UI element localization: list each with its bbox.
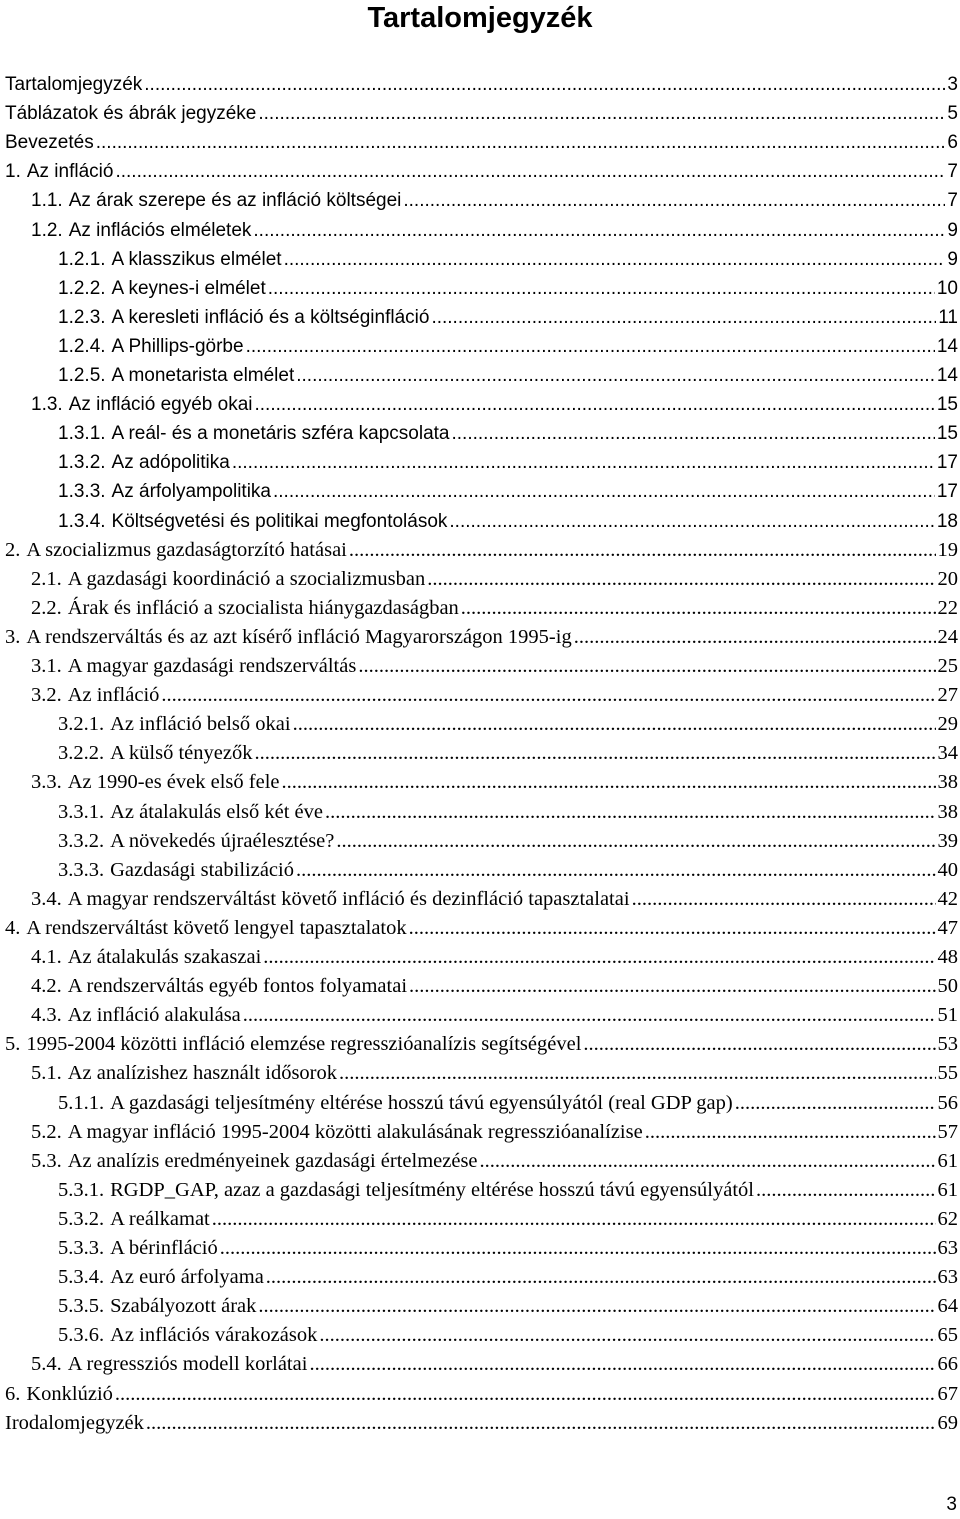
- toc-entry[interactable]: [0, 274, 958, 303]
- toc-entry-title: Gazdasági stabilizáció: [110, 858, 294, 881]
- toc-entry-title: A szocializmus gazdaságtorzító hatásai: [26, 538, 347, 561]
- toc-entry-title: Az euró árfolyama: [110, 1266, 264, 1289]
- toc-entry-page: 51: [937, 1004, 958, 1027]
- toc-entry[interactable]: [0, 361, 958, 390]
- toc-entry-page: 29: [937, 713, 958, 736]
- toc-entry-title: A monetarista elmélet: [111, 365, 295, 386]
- toc-entry-page: 14: [936, 365, 958, 386]
- toc-entry-page: 22: [937, 596, 958, 619]
- toc-entry-number: 3.2.: [31, 684, 62, 707]
- toc-entry[interactable]: [0, 972, 958, 1001]
- toc-entry-number: 4.: [5, 916, 21, 939]
- toc-dot-leader: [461, 594, 936, 623]
- toc-entry-page: 47: [937, 916, 958, 939]
- toc-entry-number: 5.3.5.: [58, 1295, 105, 1318]
- toc-entry[interactable]: [0, 681, 958, 710]
- toc-entry[interactable]: [0, 216, 958, 245]
- toc-entry-page: 53: [937, 1033, 958, 1056]
- toc-entry[interactable]: [0, 186, 958, 215]
- toc-entry-number: 3.3.3.: [58, 858, 105, 881]
- toc-entry-number: 1.3.1.: [58, 423, 106, 445]
- page-title: Tartalomjegyzék: [367, 2, 593, 34]
- toc-entry[interactable]: [0, 70, 958, 99]
- toc-dot-leader: [319, 1321, 935, 1350]
- toc-dot-leader: [358, 652, 935, 681]
- toc-entry-number: 5.1.: [31, 1062, 62, 1085]
- toc-entry-page: 63: [937, 1266, 958, 1289]
- toc-entry-title: Az átalakulás első két éve: [110, 800, 324, 823]
- toc-entry-page: 3: [947, 74, 958, 95]
- toc-dot-leader: [263, 943, 935, 972]
- toc-entry[interactable]: [0, 798, 958, 827]
- toc-entry[interactable]: [0, 332, 958, 361]
- toc-entry-page: 24: [937, 625, 958, 648]
- toc-dot-leader: [293, 710, 936, 739]
- toc-entry-title: Árak és infláció a szocialista hiánygazdaságban: [67, 596, 459, 619]
- toc-entry[interactable]: [0, 419, 958, 448]
- toc-dot-leader: [583, 1030, 935, 1059]
- toc-entry-number: 4.1.: [31, 946, 62, 968]
- toc-entry-title: A gazdasági koordináció a szocializmusban: [67, 567, 426, 590]
- toc-entry-page: 11: [938, 306, 958, 328]
- toc-entry-title: A rendszerváltás egyéb fontos folyamatai: [67, 975, 408, 998]
- toc-dot-leader: [212, 1205, 936, 1234]
- toc-entry-page: 7: [947, 161, 958, 183]
- toc-entry-page: 55: [937, 1062, 958, 1085]
- toc-dot-leader: [246, 332, 935, 361]
- toc-entry-page: 20: [937, 567, 958, 590]
- toc-entry-title: Bevezetés: [5, 132, 94, 154]
- toc-entry-number: 5.1.1.: [58, 1091, 105, 1114]
- toc-entry-number: 1.3.: [31, 394, 63, 416]
- toc-entry[interactable]: [0, 885, 958, 914]
- toc-entry-number: 1.3.4.: [58, 510, 106, 532]
- toc-dot-leader: [296, 361, 935, 390]
- toc-entry[interactable]: [0, 652, 958, 681]
- toc-entry[interactable]: [0, 739, 958, 768]
- toc-dot-leader: [266, 1263, 936, 1292]
- toc-dot-leader: [146, 1409, 936, 1438]
- toc-entry[interactable]: [0, 507, 958, 536]
- toc-entry-number: 1.2.3.: [58, 306, 106, 328]
- toc-entry-number: 3.1.: [31, 655, 62, 677]
- toc-entry[interactable]: [0, 477, 958, 506]
- toc-dot-leader: [254, 739, 935, 768]
- toc-dot-leader: [431, 303, 936, 332]
- toc-entry[interactable]: [0, 390, 958, 419]
- toc-entry-title: Az átalakulás szakaszai: [67, 946, 262, 968]
- toc-dot-leader: [336, 827, 935, 856]
- toc-entry-number: 1.2.4.: [58, 335, 106, 357]
- toc-entry-page: 56: [937, 1091, 958, 1114]
- toc-entry-title: A rendszerváltást követő lengyel tapasztalatok: [26, 916, 407, 939]
- toc-dot-leader: [253, 216, 945, 245]
- toc-dot-leader: [339, 1059, 935, 1088]
- toc-entry-number: 5.3.2.: [58, 1207, 105, 1230]
- toc-entry[interactable]: [0, 1089, 958, 1118]
- toc-dot-leader: [449, 507, 934, 536]
- toc-entry-page: 14: [936, 335, 958, 357]
- toc-entry-number: 1.: [5, 161, 21, 183]
- toc-dot-leader: [296, 856, 936, 885]
- toc-entry-number: 5.3.4.: [58, 1266, 105, 1289]
- toc-entry[interactable]: [0, 623, 958, 652]
- toc-dot-leader: [273, 477, 935, 506]
- toc-entry-page: 19: [937, 538, 958, 561]
- toc-entry[interactable]: [0, 914, 958, 943]
- toc-entry-title: A magyar infláció 1995-2004 közötti alakulásának regresszióanalízise: [67, 1120, 643, 1143]
- toc-entry[interactable]: [0, 1001, 958, 1030]
- toc-entry-title: A rendszerváltás és az azt kísérő infláció Magyarországon 1995-ig: [26, 625, 572, 648]
- toc-entry-number: 3.3.1.: [58, 800, 105, 823]
- toc-entry[interactable]: [0, 1205, 958, 1234]
- toc-entry[interactable]: [0, 536, 958, 565]
- toc-dot-leader: [115, 1380, 936, 1409]
- toc-entry-title: Az infláció: [67, 684, 160, 707]
- toc-entry-page: 42: [937, 887, 958, 910]
- toc-entry-title: A reál- és a monetáris szféra kapcsolata: [111, 423, 450, 445]
- toc-entry[interactable]: [0, 128, 958, 157]
- toc-entry[interactable]: [0, 1292, 958, 1321]
- toc-entry-title: Konklúzió: [26, 1382, 113, 1405]
- toc-entry-title: Irodalomjegyzék: [5, 1411, 144, 1434]
- toc-entry-page: 9: [947, 248, 958, 270]
- toc-entry-title: A regressziós modell korlátai: [67, 1353, 308, 1376]
- toc-entry[interactable]: [0, 303, 958, 332]
- toc-entry-number: 1.2.5.: [58, 365, 106, 386]
- toc-entry-page: 27: [937, 684, 958, 707]
- toc-entry-title: A külső tényezők: [110, 742, 253, 765]
- toc-entry-title: A Phillips-görbe: [111, 335, 244, 357]
- toc-entry-title: Táblázatok és ábrák jegyzéke: [5, 103, 257, 125]
- toc-entry-title: Az árfolyampolitika: [111, 481, 271, 503]
- toc-dot-leader: [268, 274, 935, 303]
- toc-entry-number: 1.1.: [31, 190, 63, 212]
- toc-dot-leader: [232, 448, 935, 477]
- toc-entry-page: 64: [937, 1295, 958, 1318]
- toc-dot-leader: [284, 245, 946, 274]
- toc-entry-title: Az inflációs várakozások: [110, 1324, 318, 1347]
- toc-entry-page: 17: [936, 452, 958, 474]
- toc-entry[interactable]: [0, 1030, 958, 1059]
- toc-dot-leader: [144, 70, 945, 99]
- toc-entry-page: 5: [947, 103, 958, 125]
- toc-entry-title: Az infláció egyéb okai: [68, 394, 253, 416]
- toc-entry-page: 15: [936, 394, 958, 416]
- toc-dot-leader: [409, 972, 935, 1001]
- toc-dot-leader: [96, 128, 946, 157]
- toc-dot-leader: [115, 157, 945, 186]
- toc-entry[interactable]: [0, 1176, 958, 1205]
- toc-entry-page: 57: [937, 1120, 958, 1143]
- toc-entry-page: 6: [947, 132, 958, 154]
- toc-entry[interactable]: [0, 1118, 958, 1147]
- toc-entry-page: 48: [937, 946, 958, 968]
- toc-dot-leader: [574, 623, 936, 652]
- toc-entry-title: Az adópolitika: [111, 452, 230, 474]
- toc-entry-page: 66: [937, 1353, 958, 1376]
- toc-entry-page: 18: [936, 510, 958, 532]
- toc-entry-title: A magyar gazdasági rendszerváltás: [67, 655, 357, 677]
- toc-entry-title: A magyar rendszerváltást követő infláció és dezinfláció tapasztalatai: [67, 887, 630, 910]
- toc-entry-title: Az 1990-es évek első fele: [67, 771, 280, 794]
- toc-entry[interactable]: [0, 1380, 958, 1409]
- toc-entry-number: 5.3.6.: [58, 1324, 105, 1347]
- toc-entry-page: 15: [936, 423, 958, 445]
- toc-entry-title: Szabályozott árak: [110, 1295, 257, 1318]
- toc-dot-leader: [735, 1089, 936, 1118]
- toc-entry-page: 39: [937, 829, 958, 852]
- toc-entry[interactable]: [0, 1409, 958, 1438]
- toc-entry[interactable]: [0, 1147, 958, 1176]
- toc-entry-title: A klasszikus elmélet: [111, 248, 282, 270]
- toc-entry-page: 9: [947, 219, 958, 241]
- toc-entry-title: Az analízishez használt idősorok: [67, 1062, 338, 1085]
- toc-entry-title: Az infláció alakulása: [67, 1004, 241, 1027]
- toc-entry-title: A bérinfláció: [110, 1237, 218, 1259]
- toc-entry-title: RGDP_GAP, azaz a gazdasági teljesítmény eltérése hosszú távú egyensúlyától: [110, 1178, 754, 1201]
- toc-entry-number: 5.3.1.: [58, 1178, 105, 1201]
- toc-entry[interactable]: [0, 1059, 958, 1088]
- toc-entry-title: A növekedés újraélesztése?: [110, 829, 335, 852]
- toc-entry-number: 5.4.: [31, 1353, 62, 1376]
- toc-entry-page: 38: [937, 800, 958, 823]
- toc-entry-number: 2.: [5, 538, 21, 561]
- toc-entry[interactable]: [0, 565, 958, 594]
- toc-dot-leader: [427, 565, 935, 594]
- toc-dot-leader: [258, 99, 945, 128]
- toc-entry-page: 62: [937, 1207, 958, 1230]
- toc-entry-page: 10: [936, 277, 958, 299]
- toc-entry-title: Az infláció: [26, 161, 114, 183]
- toc-entry-title: 1995-2004 közötti infláció elemzése regresszióanalízis segítségével: [26, 1033, 582, 1056]
- toc-entry-number: 1.2.1.: [58, 248, 106, 270]
- toc-entry-number: 3.4.: [31, 887, 62, 910]
- toc-entry[interactable]: [0, 1234, 958, 1263]
- toc-entry-page: 50: [937, 975, 958, 998]
- toc-entry-page: 69: [937, 1411, 958, 1434]
- toc-entry[interactable]: [0, 1350, 958, 1379]
- toc-dot-leader: [161, 681, 935, 710]
- toc-entry-page: 61: [937, 1149, 958, 1172]
- toc-dot-leader: [309, 1350, 935, 1379]
- toc-dot-leader: [349, 536, 936, 565]
- toc-entry-number: 3.2.1.: [58, 713, 105, 736]
- toc-entry-page: 25: [937, 655, 958, 677]
- toc-dot-leader: [451, 419, 934, 448]
- toc-entry-number: 5.3.: [31, 1149, 62, 1172]
- toc-entry[interactable]: [0, 594, 958, 623]
- toc-entry[interactable]: [0, 856, 958, 885]
- toc-entry-number: 3.3.2.: [58, 829, 105, 852]
- toc-entry[interactable]: [0, 710, 958, 739]
- toc-entry-page: 61: [937, 1178, 958, 1201]
- toc-entry-number: 4.2.: [31, 975, 62, 998]
- toc-entry-title: A keynes-i elmélet: [111, 277, 266, 299]
- toc-entry[interactable]: [0, 768, 958, 797]
- toc-entry-number: 5.: [5, 1033, 21, 1056]
- toc-entry-number: 3.2.2.: [58, 742, 105, 765]
- toc-entry[interactable]: [0, 245, 958, 274]
- toc-entry-page: 17: [936, 481, 958, 503]
- toc-entry-number: 1.2.: [31, 219, 63, 241]
- toc-entry-page: 63: [937, 1237, 958, 1259]
- toc-dot-leader: [258, 1292, 935, 1321]
- toc-entry-title: Az infláció belső okai: [110, 713, 291, 736]
- toc-entry-number: 4.3.: [31, 1004, 62, 1027]
- toc-dot-leader: [756, 1176, 936, 1205]
- toc-entry-number: 6.: [5, 1382, 21, 1405]
- toc-entry-page: 65: [937, 1324, 958, 1347]
- toc-entry-page: 38: [937, 771, 958, 794]
- toc-entry-number: 1.2.2.: [58, 277, 106, 299]
- toc-entry-title: A gazdasági teljesítmény eltérése hosszú távú egyensúlyától (real GDP gap): [110, 1091, 733, 1114]
- toc-entry-number: 2.2.: [31, 596, 62, 619]
- toc-entry[interactable]: [0, 827, 958, 856]
- toc-entry-number: 2.1.: [31, 567, 62, 590]
- toc-entry-number: 1.3.2.: [58, 452, 106, 474]
- toc-entry-page: 7: [947, 190, 958, 212]
- toc-dot-leader: [645, 1118, 936, 1147]
- toc-entry-title: A reálkamat: [110, 1207, 210, 1230]
- toc-entry-number: 5.3.3.: [58, 1237, 105, 1259]
- toc-dot-leader: [480, 1147, 936, 1176]
- toc-entry-number: 3.3.: [31, 771, 62, 794]
- toc-entry-title: Az analízis eredményeinek gazdasági értelmezése: [67, 1149, 478, 1172]
- toc-entry-title: A keresleti infláció és a költséginfláció: [111, 306, 430, 328]
- toc-entry-title: Az inflációs elméletek: [68, 219, 252, 241]
- toc-dot-leader: [243, 1001, 936, 1030]
- toc-entry-title: Költségvetési és politikai megfontolások: [111, 510, 448, 532]
- toc-entry-title: Tartalomjegyzék: [5, 74, 143, 95]
- toc-dot-leader: [409, 914, 936, 943]
- toc-dot-leader: [325, 798, 935, 827]
- toc-dot-leader: [220, 1234, 936, 1263]
- toc-entry[interactable]: [0, 1263, 958, 1292]
- toc-entry[interactable]: [0, 99, 958, 128]
- toc-entry-page: 40: [937, 858, 958, 881]
- toc-entry-number: 5.2.: [31, 1120, 62, 1143]
- toc-dot-leader: [254, 390, 934, 419]
- toc-entry-title: Az árak szerepe és az infláció költségei: [68, 190, 402, 212]
- toc-dot-leader: [403, 186, 945, 215]
- toc-dot-leader: [282, 768, 936, 797]
- toc-entry-page: 34: [937, 742, 958, 765]
- toc-entry-page: 67: [937, 1382, 958, 1405]
- toc-entry[interactable]: [0, 1321, 958, 1350]
- toc-entry[interactable]: [0, 157, 958, 186]
- toc-entry-number: 1.3.3.: [58, 481, 106, 503]
- toc-entry-number: 3.: [5, 625, 21, 648]
- toc-dot-leader: [632, 885, 936, 914]
- page-number: 3: [946, 1494, 957, 1515]
- toc-entry[interactable]: [0, 943, 958, 972]
- toc-entry[interactable]: [0, 448, 958, 477]
